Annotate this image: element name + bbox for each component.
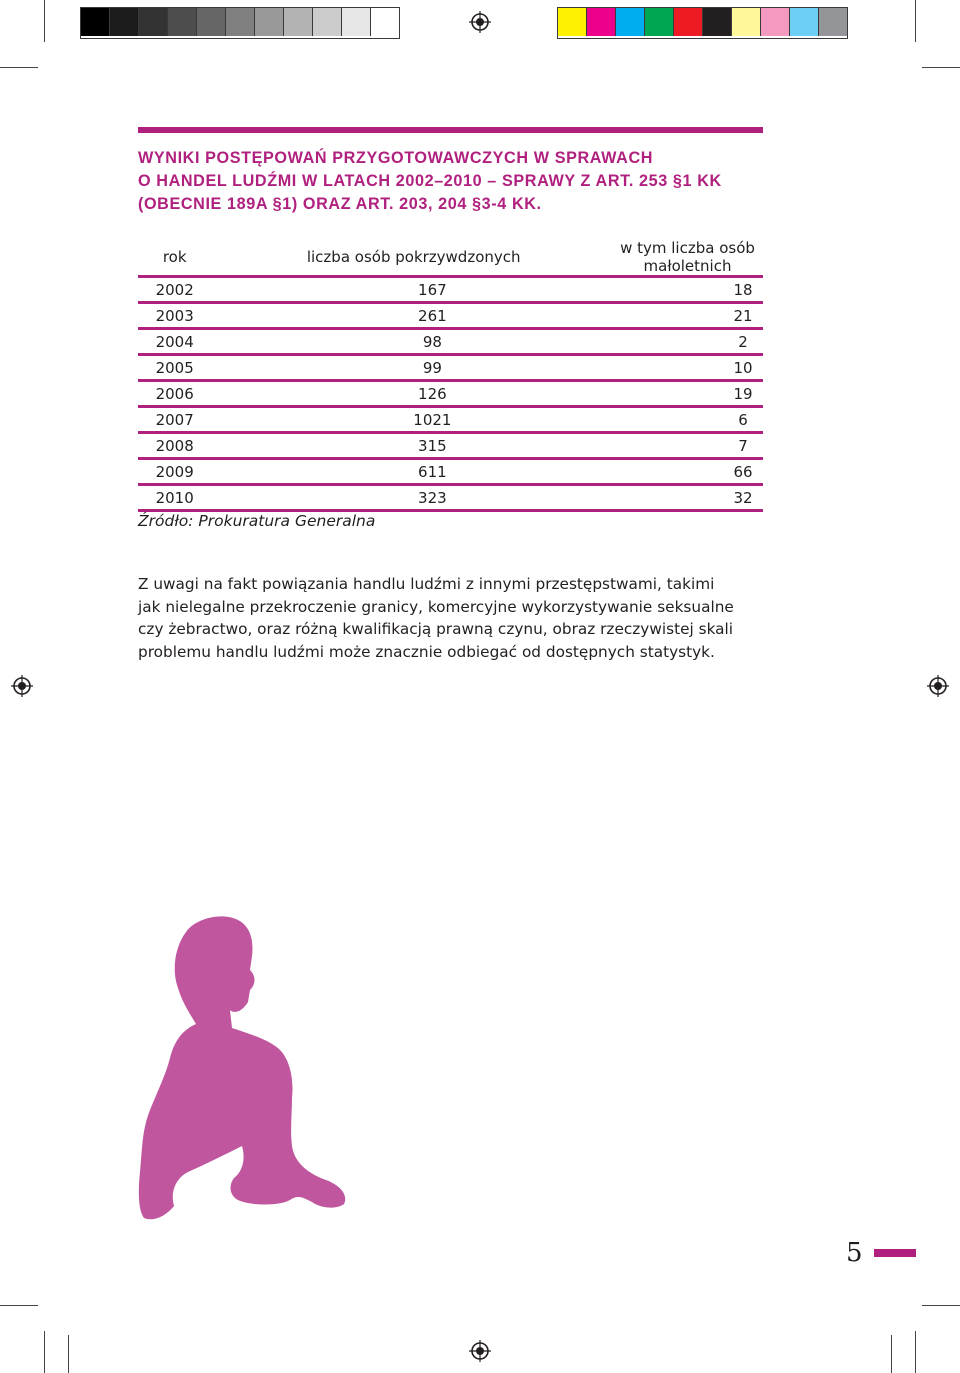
crop-mark <box>44 1331 45 1373</box>
table-title-line: O HANDEL LUDŹMI W LATACH 2002–2010 – SPRAWY Z ART. 253 §1 KK <box>138 172 722 190</box>
crop-mark <box>68 1335 69 1373</box>
cell-victims-value: 126 <box>418 384 447 403</box>
cell-victims-value: 99 <box>422 358 442 377</box>
color-swatch <box>81 8 110 36</box>
color-swatch <box>284 8 313 36</box>
color-swatch <box>645 8 674 36</box>
registration-mark-icon <box>927 675 949 697</box>
table-body <box>138 277 763 511</box>
table-row <box>138 355 763 381</box>
cell-year: 2008 <box>138 433 215 459</box>
table-row <box>138 407 763 433</box>
color-swatch <box>732 8 761 36</box>
cell-minors-value: 21 <box>733 306 753 325</box>
cell-victims-value: 315 <box>418 436 447 455</box>
cell-minors-value: 6 <box>738 410 748 429</box>
crop-mark <box>922 67 960 68</box>
page-number-bar <box>874 1249 916 1257</box>
color-swatch <box>226 8 255 36</box>
color-swatch <box>139 8 168 36</box>
statistics-table <box>138 239 763 512</box>
cell-year: 2002 <box>138 277 215 303</box>
table-row <box>138 329 763 355</box>
page-number: 5 <box>846 1238 863 1268</box>
paragraph-line: Z uwagi na fakt powiązania handlu ludźmi z innymi przestępstwami, takimi <box>138 575 715 593</box>
paragraph-line: jak nielegalne przekroczenie granicy, komercyjne wykorzystywanie seksualne <box>138 597 734 616</box>
cell-minors <box>612 355 763 381</box>
cell-victims <box>215 277 612 303</box>
color-swatch <box>255 8 284 36</box>
cell-minors-value: 7 <box>738 436 748 455</box>
cell-minors-value: 10 <box>733 358 753 377</box>
cell-victims <box>215 303 612 329</box>
column-header-minors: w tym liczba osób małoletnich <box>612 239 763 277</box>
table-row <box>138 381 763 407</box>
registration-mark-icon <box>469 11 491 33</box>
title-top-rule <box>138 127 763 133</box>
cell-victims-value: 611 <box>418 462 447 481</box>
registration-mark-icon <box>11 675 33 697</box>
color-swatch <box>313 8 342 36</box>
color-swatch <box>674 8 703 36</box>
color-swatch <box>761 8 790 36</box>
cell-year: 2004 <box>138 329 215 355</box>
color-swatch <box>587 8 616 36</box>
cell-minors <box>612 277 763 303</box>
cell-year: 2010 <box>138 485 215 511</box>
color-swatch <box>616 8 645 36</box>
color-swatch <box>790 8 819 36</box>
table-title-line: (OBECNIE 189A §1) ORAZ ART. 203, 204 §3-4 KK. <box>138 195 542 213</box>
cell-victims <box>215 355 612 381</box>
cell-minors-value: 19 <box>733 384 753 403</box>
process-color-bar <box>557 7 848 39</box>
color-swatch <box>197 8 226 36</box>
cell-minors-value: 32 <box>733 488 753 507</box>
cell-year: 2009 <box>138 459 215 485</box>
cell-minors <box>612 459 763 485</box>
cell-victims-value: 323 <box>418 488 447 507</box>
cell-minors <box>612 303 763 329</box>
crop-mark <box>0 67 38 68</box>
table-title-line: WYNIKI POSTĘPOWAŃ PRZYGOTOWAWCZYCH W SPRAWACH <box>138 149 654 167</box>
cell-minors <box>612 407 763 433</box>
body-paragraph <box>138 573 778 663</box>
paragraph-line: czy żebractwo, oraz różną kwalifikacją prawną czynu, obraz rzeczywistej skali <box>138 620 734 638</box>
color-swatch <box>110 8 139 36</box>
table-row <box>138 303 763 329</box>
cell-victims <box>215 329 612 355</box>
crop-mark <box>915 0 916 42</box>
grayscale-color-bar <box>80 7 400 39</box>
table-title <box>138 147 778 216</box>
cell-minors <box>612 329 763 355</box>
cell-minors-value: 2 <box>738 332 748 351</box>
table-header-row <box>138 239 763 277</box>
cell-victims <box>215 381 612 407</box>
column-header-year: rok <box>138 239 215 277</box>
paragraph-line: problemu handlu ludźmi może znacznie odbiegać od dostępnych statystyk. <box>138 642 715 661</box>
cell-victims-value: 167 <box>418 280 447 299</box>
cell-victims <box>215 485 612 511</box>
cell-victims <box>215 407 612 433</box>
registration-mark-icon <box>469 1340 491 1362</box>
cell-minors-value: 66 <box>733 462 753 481</box>
color-swatch <box>703 8 732 36</box>
color-swatch <box>342 8 371 36</box>
cell-victims <box>215 459 612 485</box>
child-silhouette-illustration <box>130 910 360 1225</box>
cell-minors <box>612 433 763 459</box>
cell-victims-value: 1021 <box>413 410 452 429</box>
column-header-victims: liczba osób pokrzywdzonych <box>215 239 612 277</box>
table-row <box>138 485 763 511</box>
cell-year: 2005 <box>138 355 215 381</box>
crop-mark <box>44 0 45 42</box>
color-swatch <box>371 8 399 36</box>
cell-minors <box>612 381 763 407</box>
crop-mark <box>915 1331 916 1373</box>
table-row <box>138 433 763 459</box>
cell-victims <box>215 433 612 459</box>
crop-mark <box>891 1335 892 1373</box>
cell-victims-value: 98 <box>422 332 442 351</box>
cell-minors-value: 18 <box>733 280 753 299</box>
cell-year: 2007 <box>138 407 215 433</box>
silhouette-shape <box>139 916 345 1219</box>
color-swatch <box>558 8 587 36</box>
crop-mark <box>922 1305 960 1306</box>
source-note: Źródło: Prokuratura Generalna <box>138 512 376 530</box>
color-swatch <box>819 8 847 36</box>
cell-minors <box>612 485 763 511</box>
crop-mark <box>0 1305 38 1306</box>
cell-year: 2003 <box>138 303 215 329</box>
cell-year: 2006 <box>138 381 215 407</box>
table-row <box>138 459 763 485</box>
table-row <box>138 277 763 303</box>
color-swatch <box>168 8 197 36</box>
cell-victims-value: 261 <box>418 306 447 325</box>
